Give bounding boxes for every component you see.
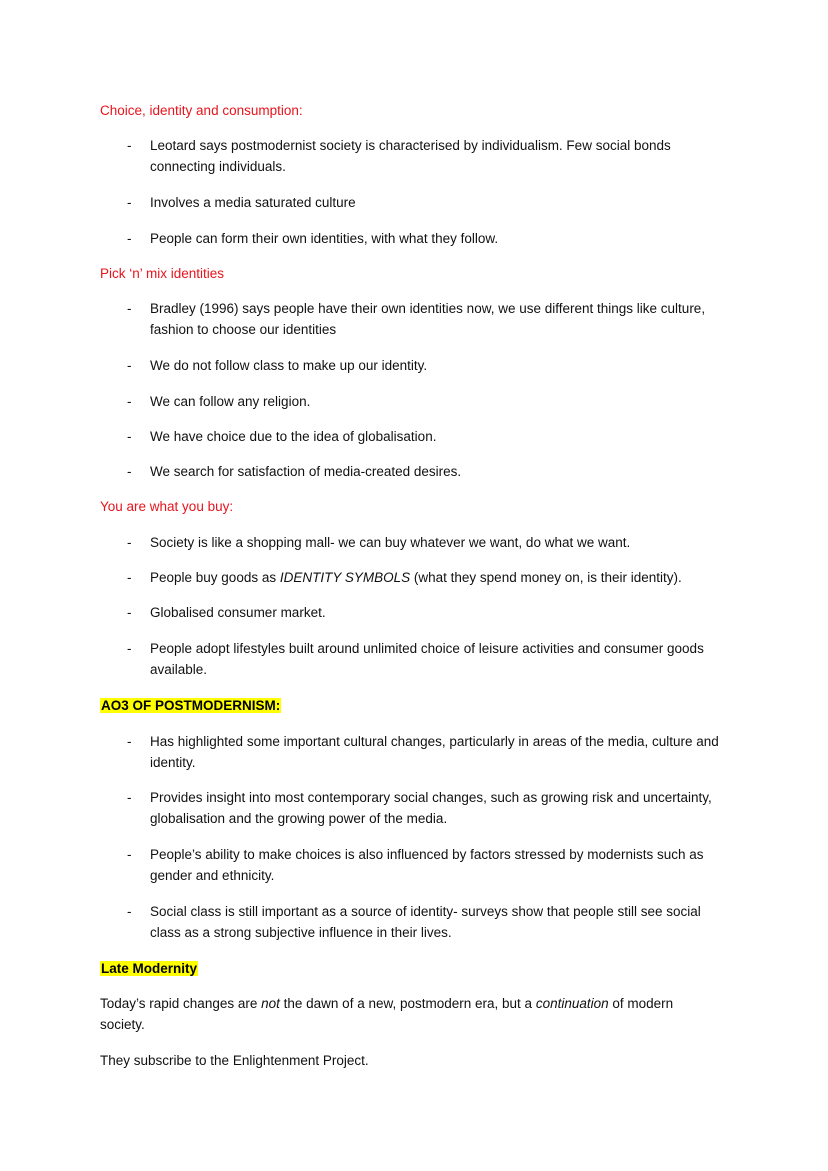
bullet: -: [127, 790, 132, 805]
list-item: - We search for satisfaction of media-created desires.: [127, 461, 727, 482]
list-item: - Bradley (1996) says people have their own identities now, we use different things like culture, fashion to choose our identities: [127, 298, 727, 340]
bullet: -: [127, 570, 132, 585]
bullet: -: [127, 464, 132, 479]
list-item: - We have choice due to the idea of globalisation.: [127, 426, 727, 447]
heading-you-are-what-you-buy: You are what you buy:: [100, 499, 234, 514]
emphasis: IDENTITY SYMBOLS: [279, 570, 411, 585]
list-item: - Globalised consumer market.: [127, 602, 727, 623]
list-item: - People adopt lifestyles built around unlimited choice of leisure activities and consumer goods available.: [127, 638, 727, 680]
bullet: -: [127, 847, 132, 862]
bullet: -: [127, 195, 132, 210]
bullet: -: [127, 138, 132, 153]
emphasis: continuation: [535, 996, 609, 1011]
paragraph: They subscribe to the Enlightenment Project.: [100, 1053, 369, 1068]
heading-pick-n-mix: Pick ‘n’ mix identities: [100, 266, 225, 281]
list-item: - People can form their own identities, with what they follow.: [127, 228, 727, 249]
list-item: - Social class is still important as a source of identity- surveys show that people still see social class as a strong subjective influence in their lives.: [127, 901, 727, 943]
bullet: -: [127, 394, 132, 409]
bullet: -: [127, 904, 132, 919]
emphasis: not: [261, 996, 280, 1011]
list-item: - Society is like a shopping mall- we can buy whatever we want, do what we want.: [127, 532, 727, 553]
heading-late-modernity: Late Modernity: [101, 961, 198, 976]
bullet: -: [127, 734, 132, 749]
bullet: -: [127, 301, 132, 316]
bullet: -: [127, 641, 132, 656]
list-item: - Involves a media saturated culture: [127, 192, 727, 213]
list-item: - Provides insight into most contemporary social changes, such as growing risk and uncertainty, globalisation and the growing power of the media.: [127, 787, 727, 829]
bullet: -: [127, 605, 132, 620]
list-item: - People’s ability to make choices is also influenced by factors stressed by modernists such as gender and ethnicity.: [127, 844, 727, 886]
bullet: -: [127, 535, 132, 550]
paragraph: Today’s rapid changes are not the dawn of a new, postmodern era, but a continuation of modern society.: [100, 996, 674, 1032]
list-item: - We do not follow class to make up our identity.: [127, 355, 727, 376]
list-item: - Has highlighted some important cultural changes, particularly in areas of the media, culture and identity.: [127, 731, 727, 773]
bullet: -: [127, 429, 132, 444]
bullet: -: [127, 358, 132, 373]
list-item: - Leotard says postmodernist society is characterised by individualism. Few social bonds connecting individuals.: [127, 135, 727, 177]
bullet: -: [127, 231, 132, 246]
list-item: - People buy goods as IDENTITY SYMBOLS (what they spend money on, is their identity).: [127, 567, 727, 588]
list-item: - We can follow any religion.: [127, 391, 727, 412]
heading-choice-identity: Choice, identity and consumption:: [100, 103, 303, 118]
heading-ao3: AO3 OF POSTMODERNISM:: [101, 698, 281, 713]
